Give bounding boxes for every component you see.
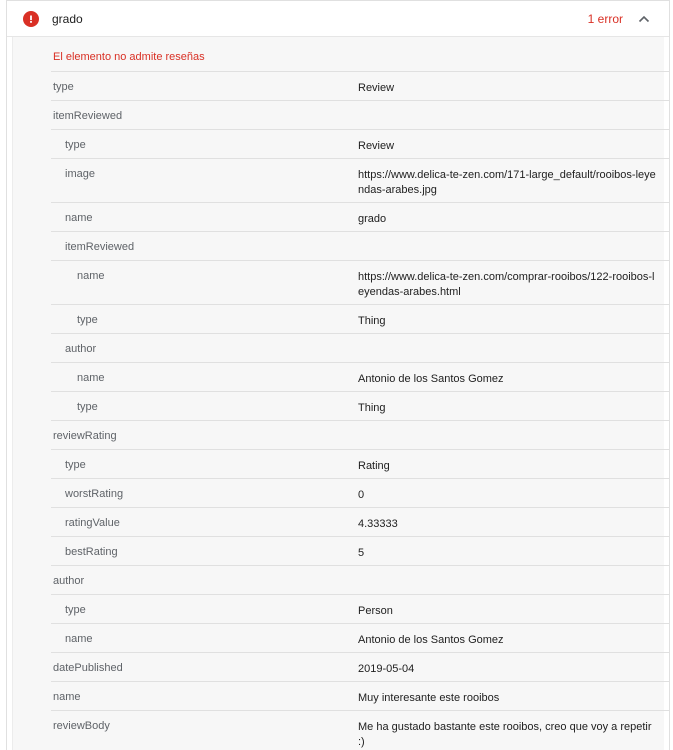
property-row xyxy=(51,260,670,304)
property-key: type xyxy=(77,401,98,413)
property-value: Review xyxy=(358,82,395,94)
chevron-up-icon[interactable] xyxy=(637,12,651,26)
property-row xyxy=(51,565,670,594)
property-row xyxy=(51,449,670,478)
property-key: datePublished xyxy=(53,662,123,674)
property-value: 5 xyxy=(358,547,365,559)
property-row xyxy=(51,478,670,507)
property-row xyxy=(51,710,670,750)
property-table xyxy=(51,71,670,750)
property-value: Muy interesante este rooibos xyxy=(358,692,500,704)
property-key: name xyxy=(65,633,93,645)
property-key: type xyxy=(65,459,86,471)
property-row xyxy=(51,420,670,449)
error-message: El elemento no admite reseñas xyxy=(53,51,205,63)
property-key: ratingValue xyxy=(65,517,120,529)
property-row xyxy=(51,129,670,158)
item-title: grado xyxy=(52,12,83,26)
property-value: 0 xyxy=(358,489,365,501)
property-key: bestRating xyxy=(65,546,118,558)
property-value: Antonio de los Santos Gomez xyxy=(358,373,504,385)
property-row xyxy=(51,304,670,333)
property-key: name xyxy=(77,372,105,384)
property-row xyxy=(51,391,670,420)
property-key: author xyxy=(65,343,97,355)
property-key: image xyxy=(65,168,95,180)
property-value: 2019-05-04 xyxy=(358,663,415,675)
property-row xyxy=(51,231,670,260)
property-key: name xyxy=(65,212,93,224)
error-icon xyxy=(23,11,39,27)
property-key: type xyxy=(77,314,98,326)
property-value: 4.33333 xyxy=(358,518,398,530)
property-row xyxy=(51,333,670,362)
property-key: type xyxy=(65,604,86,616)
property-key: worstRating xyxy=(65,488,124,500)
property-row xyxy=(51,100,670,129)
property-key: name xyxy=(53,691,81,703)
property-row xyxy=(51,594,670,623)
property-row xyxy=(51,158,670,202)
property-key: reviewRating xyxy=(53,430,117,442)
property-value: Thing xyxy=(358,402,386,414)
property-key: author xyxy=(53,575,85,587)
property-key: type xyxy=(65,139,86,151)
item-details xyxy=(12,37,664,750)
property-value: Me ha gustado bastante este rooibos, creo que voy a repetir :) xyxy=(358,721,652,748)
property-key: name xyxy=(77,270,105,282)
property-value: https://www.delica-te-zen.com/comprar-rooibos/122-rooibos-leyendas-arabes.html xyxy=(358,271,655,298)
property-row xyxy=(51,202,670,231)
property-key: reviewBody xyxy=(53,720,110,732)
property-row xyxy=(51,71,670,100)
property-key: itemReviewed xyxy=(65,241,135,253)
property-row xyxy=(51,507,670,536)
property-row xyxy=(51,623,670,652)
property-value: Review xyxy=(358,140,395,152)
property-row xyxy=(51,362,670,391)
property-key: type xyxy=(53,81,74,93)
property-row xyxy=(51,536,670,565)
structured-data-item-panel xyxy=(6,0,670,750)
property-value: Person xyxy=(358,605,393,617)
property-row xyxy=(51,681,670,710)
error-count[interactable]: 1 error xyxy=(587,12,623,26)
property-value: Thing xyxy=(358,315,386,327)
item-header[interactable] xyxy=(7,1,669,37)
property-value: grado xyxy=(358,213,387,225)
property-key: itemReviewed xyxy=(53,110,123,122)
property-value: https://www.delica-te-zen.com/171-large_default/rooibos-leyendas-arabes.jpg xyxy=(358,169,656,196)
property-row xyxy=(51,652,670,681)
property-value: Rating xyxy=(358,460,390,472)
property-value: Antonio de los Santos Gomez xyxy=(358,634,504,646)
